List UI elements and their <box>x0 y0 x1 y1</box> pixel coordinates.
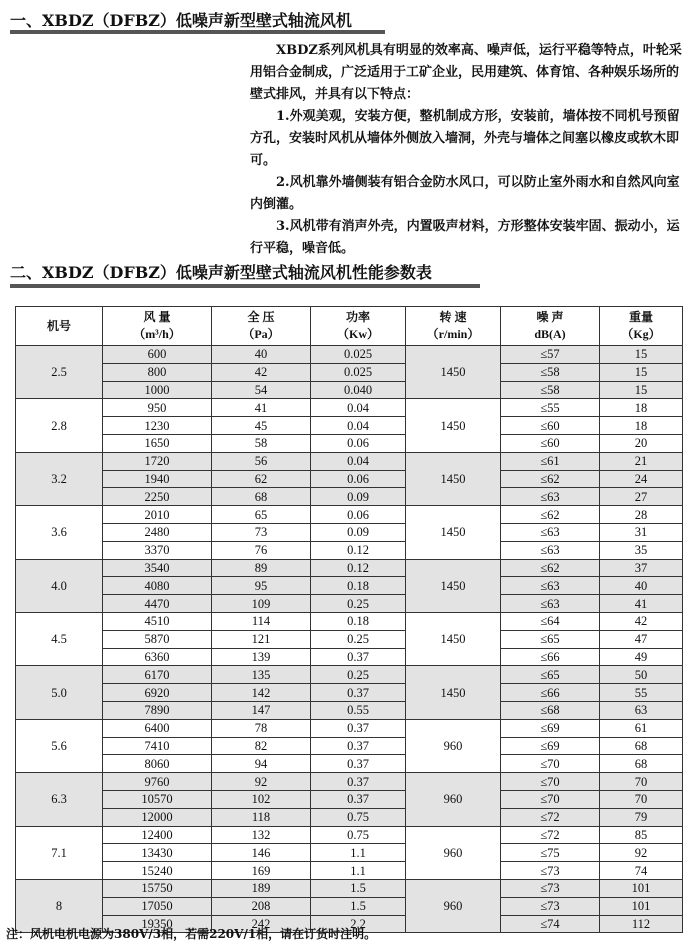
cell-airflow: 7890 <box>103 701 212 719</box>
cell-power: 1.1 <box>311 844 406 862</box>
cell-pressure: 92 <box>212 773 311 791</box>
cell-noise: ≤58 <box>501 381 600 399</box>
cell-noise: ≤73 <box>501 897 600 915</box>
table-row <box>16 612 683 630</box>
cell-speed: 960 <box>406 773 501 826</box>
cell-pressure: 42 <box>212 363 311 381</box>
cell-noise: ≤62 <box>501 559 600 577</box>
cell-pressure: 109 <box>212 595 311 613</box>
cell-pressure: 45 <box>212 417 311 435</box>
cell-noise: ≤63 <box>501 577 600 595</box>
cell-noise: ≤72 <box>501 826 600 844</box>
cell-power: 0.18 <box>311 612 406 630</box>
cell-noise: ≤73 <box>501 862 600 880</box>
cell-power: 0.37 <box>311 737 406 755</box>
cell-noise: ≤64 <box>501 612 600 630</box>
cell-power: 0.75 <box>311 808 406 826</box>
cell-power: 0.04 <box>311 452 406 470</box>
cell-weight: 70 <box>600 790 683 808</box>
table-row <box>16 844 683 862</box>
table-row <box>16 701 683 719</box>
col-header-pressure: 全 压 （Pa） <box>212 307 311 346</box>
cell-airflow: 950 <box>103 399 212 417</box>
cell-noise: ≤69 <box>501 737 600 755</box>
cell-noise: ≤70 <box>501 773 600 791</box>
cell-speed: 960 <box>406 826 501 879</box>
cell-airflow: 4470 <box>103 595 212 613</box>
cell-power: 0.040 <box>311 381 406 399</box>
table-row <box>16 506 683 524</box>
cell-weight: 70 <box>600 773 683 791</box>
table-row <box>16 559 683 577</box>
cell-noise: ≤75 <box>501 844 600 862</box>
cell-weight: 47 <box>600 630 683 648</box>
cell-airflow: 4510 <box>103 612 212 630</box>
cell-power: 0.25 <box>311 630 406 648</box>
intro-text <box>250 40 690 260</box>
cell-airflow: 12000 <box>103 808 212 826</box>
cell-airflow: 5870 <box>103 630 212 648</box>
cell-noise: ≤60 <box>501 417 600 435</box>
cell-pressure: 94 <box>212 755 311 773</box>
footnote: 注：风机电机电源为380V/3相，若需220V/1相，请在订货时注明。 <box>6 927 377 941</box>
cell-power: 1.5 <box>311 897 406 915</box>
cell-weight: 15 <box>600 346 683 364</box>
cell-airflow: 2480 <box>103 523 212 541</box>
cell-airflow: 15750 <box>103 879 212 897</box>
cell-speed: 1450 <box>406 346 501 399</box>
cell-airflow: 3370 <box>103 541 212 559</box>
cell-power: 0.06 <box>311 506 406 524</box>
cell-noise: ≤62 <box>501 470 600 488</box>
col-header-model: 机号 <box>16 307 103 346</box>
cell-noise: ≤68 <box>501 701 600 719</box>
cell-power: 0.25 <box>311 595 406 613</box>
table-row <box>16 470 683 488</box>
table-row <box>16 648 683 666</box>
cell-power: 0.09 <box>311 488 406 506</box>
cell-pressure: 189 <box>212 879 311 897</box>
cell-model: 2.8 <box>16 399 103 452</box>
cell-weight: 74 <box>600 862 683 880</box>
table-row <box>16 719 683 737</box>
table-row <box>16 808 683 826</box>
cell-speed: 1450 <box>406 559 501 612</box>
cell-airflow: 3540 <box>103 559 212 577</box>
cell-noise: ≤63 <box>501 541 600 559</box>
cell-model: 4.5 <box>16 612 103 665</box>
cell-airflow: 13430 <box>103 844 212 862</box>
cell-pressure: 132 <box>212 826 311 844</box>
cell-weight: 63 <box>600 701 683 719</box>
cell-noise: ≤63 <box>501 488 600 506</box>
cell-noise: ≤65 <box>501 666 600 684</box>
cell-pressure: 146 <box>212 844 311 862</box>
cell-airflow: 12400 <box>103 826 212 844</box>
table-row <box>16 630 683 648</box>
cell-power: 0.12 <box>311 559 406 577</box>
cell-power: 0.09 <box>311 523 406 541</box>
table-header-row <box>16 307 683 346</box>
cell-model: 3.2 <box>16 452 103 505</box>
cell-pressure: 58 <box>212 434 311 452</box>
table-row <box>16 452 683 470</box>
cell-airflow: 9760 <box>103 773 212 791</box>
table-row <box>16 790 683 808</box>
cell-weight: 85 <box>600 826 683 844</box>
cell-weight: 112 <box>600 915 683 933</box>
cell-power: 1.1 <box>311 862 406 880</box>
cell-weight: 42 <box>600 612 683 630</box>
col-header-power: 功率 （Kw） <box>311 307 406 346</box>
heading-2-underline <box>10 284 480 288</box>
cell-airflow: 6920 <box>103 684 212 702</box>
cell-speed: 960 <box>406 719 501 772</box>
cell-power: 0.37 <box>311 755 406 773</box>
cell-speed: 1450 <box>406 399 501 452</box>
col-header-airflow: 风 量 （m³/h） <box>103 307 212 346</box>
table-row <box>16 541 683 559</box>
table-row <box>16 523 683 541</box>
table-row <box>16 595 683 613</box>
heading-1-underline <box>10 30 385 34</box>
cell-power: 0.75 <box>311 826 406 844</box>
cell-power: 0.18 <box>311 577 406 595</box>
cell-weight: 79 <box>600 808 683 826</box>
table-row <box>16 773 683 791</box>
cell-airflow: 600 <box>103 346 212 364</box>
cell-model: 5.0 <box>16 666 103 719</box>
cell-power: 0.37 <box>311 773 406 791</box>
cell-pressure: 68 <box>212 488 311 506</box>
cell-power: 0.37 <box>311 648 406 666</box>
table-row <box>16 417 683 435</box>
table-row <box>16 577 683 595</box>
col-header-noise: 噪 声 dB(A) <box>501 307 600 346</box>
cell-weight: 101 <box>600 879 683 897</box>
cell-airflow: 8060 <box>103 755 212 773</box>
cell-weight: 31 <box>600 523 683 541</box>
cell-noise: ≤66 <box>501 648 600 666</box>
cell-noise: ≤69 <box>501 719 600 737</box>
cell-weight: 15 <box>600 363 683 381</box>
cell-power: 0.37 <box>311 684 406 702</box>
cell-weight: 21 <box>600 452 683 470</box>
cell-model: 2.5 <box>16 346 103 399</box>
cell-power: 2.2 <box>311 915 406 933</box>
cell-airflow: 15240 <box>103 862 212 880</box>
cell-noise: ≤62 <box>501 506 600 524</box>
cell-speed: 1450 <box>406 612 501 665</box>
cell-power: 1.5 <box>311 879 406 897</box>
cell-noise: ≤70 <box>501 790 600 808</box>
cell-weight: 50 <box>600 666 683 684</box>
cell-power: 0.55 <box>311 701 406 719</box>
table-row <box>16 363 683 381</box>
cell-pressure: 135 <box>212 666 311 684</box>
cell-airflow: 6400 <box>103 719 212 737</box>
intro-paragraph: 1.外观美观，安装方便，整机制成方形，安装前，墙体按不同机号预留方孔，安装时风机从墙体外侧放入墙洞，外壳与墙体之间塞以橡皮或软木即可。 <box>250 109 680 168</box>
cell-power: 0.04 <box>311 417 406 435</box>
table-row <box>16 879 683 897</box>
cell-noise: ≤55 <box>501 399 600 417</box>
cell-pressure: 54 <box>212 381 311 399</box>
cell-pressure: 169 <box>212 862 311 880</box>
cell-airflow: 1000 <box>103 381 212 399</box>
cell-weight: 18 <box>600 399 683 417</box>
cell-airflow: 2250 <box>103 488 212 506</box>
cell-pressure: 56 <box>212 452 311 470</box>
cell-speed: 1450 <box>406 666 501 719</box>
cell-weight: 15 <box>600 381 683 399</box>
cell-model: 3.6 <box>16 506 103 559</box>
cell-pressure: 121 <box>212 630 311 648</box>
table-row <box>16 755 683 773</box>
cell-noise: ≤61 <box>501 452 600 470</box>
cell-weight: 55 <box>600 684 683 702</box>
cell-power: 0.04 <box>311 399 406 417</box>
cell-weight: 28 <box>600 506 683 524</box>
cell-airflow: 1650 <box>103 434 212 452</box>
cell-noise: ≤74 <box>501 915 600 933</box>
cell-airflow: 4080 <box>103 577 212 595</box>
cell-pressure: 139 <box>212 648 311 666</box>
table-row <box>16 737 683 755</box>
cell-weight: 18 <box>600 417 683 435</box>
cell-speed: 1450 <box>406 506 501 559</box>
cell-weight: 68 <box>600 755 683 773</box>
intro-paragraph: XBDZ系列风机具有明显的效率高、噪声低，运行平稳等特点，叶轮采用铝合金制成，广泛适用于工矿企业，民用建筑、体育馆、各种娱乐场所的壁式排风，并具有以下特点： <box>250 43 682 102</box>
cell-power: 0.06 <box>311 434 406 452</box>
cell-model: 7.1 <box>16 826 103 879</box>
table-row <box>16 434 683 452</box>
cell-weight: 101 <box>600 897 683 915</box>
cell-pressure: 95 <box>212 577 311 595</box>
cell-weight: 24 <box>600 470 683 488</box>
cell-power: 0.37 <box>311 719 406 737</box>
cell-pressure: 82 <box>212 737 311 755</box>
cell-airflow: 1230 <box>103 417 212 435</box>
cell-noise: ≤60 <box>501 434 600 452</box>
cell-power: 0.37 <box>311 790 406 808</box>
cell-weight: 92 <box>600 844 683 862</box>
cell-pressure: 89 <box>212 559 311 577</box>
cell-model: 4.0 <box>16 559 103 612</box>
table-row <box>16 862 683 880</box>
cell-noise: ≤58 <box>501 363 600 381</box>
cell-noise: ≤63 <box>501 595 600 613</box>
cell-weight: 37 <box>600 559 683 577</box>
intro-paragraph: 2.风机靠外墙侧装有铝合金防水风口，可以防止室外雨水和自然风向室内倒灌。 <box>250 175 680 212</box>
cell-pressure: 62 <box>212 470 311 488</box>
cell-power: 0.25 <box>311 666 406 684</box>
cell-pressure: 73 <box>212 523 311 541</box>
cell-pressure: 118 <box>212 808 311 826</box>
cell-power: 0.025 <box>311 346 406 364</box>
cell-model: 6.3 <box>16 773 103 826</box>
cell-pressure: 76 <box>212 541 311 559</box>
cell-weight: 20 <box>600 434 683 452</box>
cell-pressure: 147 <box>212 701 311 719</box>
table-row <box>16 346 683 364</box>
table-row <box>16 488 683 506</box>
table-row <box>16 666 683 684</box>
col-header-weight: 重量 （Kg） <box>600 307 683 346</box>
cell-weight: 41 <box>600 595 683 613</box>
cell-model: 8 <box>16 879 103 932</box>
col-header-speed: 转 速 （r/min） <box>406 307 501 346</box>
cell-weight: 27 <box>600 488 683 506</box>
table-row <box>16 399 683 417</box>
cell-pressure: 78 <box>212 719 311 737</box>
cell-airflow: 7410 <box>103 737 212 755</box>
cell-noise: ≤73 <box>501 879 600 897</box>
cell-pressure: 40 <box>212 346 311 364</box>
cell-model: 5.6 <box>16 719 103 772</box>
table-row <box>16 897 683 915</box>
cell-pressure: 114 <box>212 612 311 630</box>
cell-speed: 1450 <box>406 452 501 505</box>
cell-airflow: 6360 <box>103 648 212 666</box>
cell-speed: 960 <box>406 879 501 932</box>
cell-noise: ≤57 <box>501 346 600 364</box>
cell-noise: ≤63 <box>501 523 600 541</box>
section-heading-2: 二、XBDZ（DFBZ）低噪声新型壁式轴流风机性能参数表 <box>10 263 432 282</box>
cell-airflow: 1720 <box>103 452 212 470</box>
cell-pressure: 208 <box>212 897 311 915</box>
cell-pressure: 102 <box>212 790 311 808</box>
cell-weight: 40 <box>600 577 683 595</box>
table-row <box>16 381 683 399</box>
cell-airflow: 6170 <box>103 666 212 684</box>
cell-airflow: 800 <box>103 363 212 381</box>
cell-pressure: 41 <box>212 399 311 417</box>
performance-table <box>15 306 683 933</box>
cell-pressure: 242 <box>212 915 311 933</box>
cell-power: 0.12 <box>311 541 406 559</box>
cell-airflow: 17050 <box>103 897 212 915</box>
cell-weight: 61 <box>600 719 683 737</box>
cell-airflow: 2010 <box>103 506 212 524</box>
table-row <box>16 826 683 844</box>
cell-airflow: 1940 <box>103 470 212 488</box>
section-heading-1: 一、XBDZ（DFBZ）低噪声新型壁式轴流风机 <box>10 11 352 30</box>
cell-noise: ≤65 <box>501 630 600 648</box>
cell-power: 0.06 <box>311 470 406 488</box>
cell-noise: ≤70 <box>501 755 600 773</box>
cell-power: 0.025 <box>311 363 406 381</box>
cell-pressure: 142 <box>212 684 311 702</box>
cell-weight: 49 <box>600 648 683 666</box>
cell-noise: ≤72 <box>501 808 600 826</box>
intro-paragraph: 3.风机带有消声外壳，内置吸声材料，方形整体安装牢固、振动小，运行平稳，噪音低。 <box>250 219 680 256</box>
cell-noise: ≤66 <box>501 684 600 702</box>
cell-pressure: 65 <box>212 506 311 524</box>
cell-weight: 35 <box>600 541 683 559</box>
cell-weight: 68 <box>600 737 683 755</box>
table-row <box>16 684 683 702</box>
cell-airflow: 19350 <box>103 915 212 933</box>
cell-airflow: 10570 <box>103 790 212 808</box>
